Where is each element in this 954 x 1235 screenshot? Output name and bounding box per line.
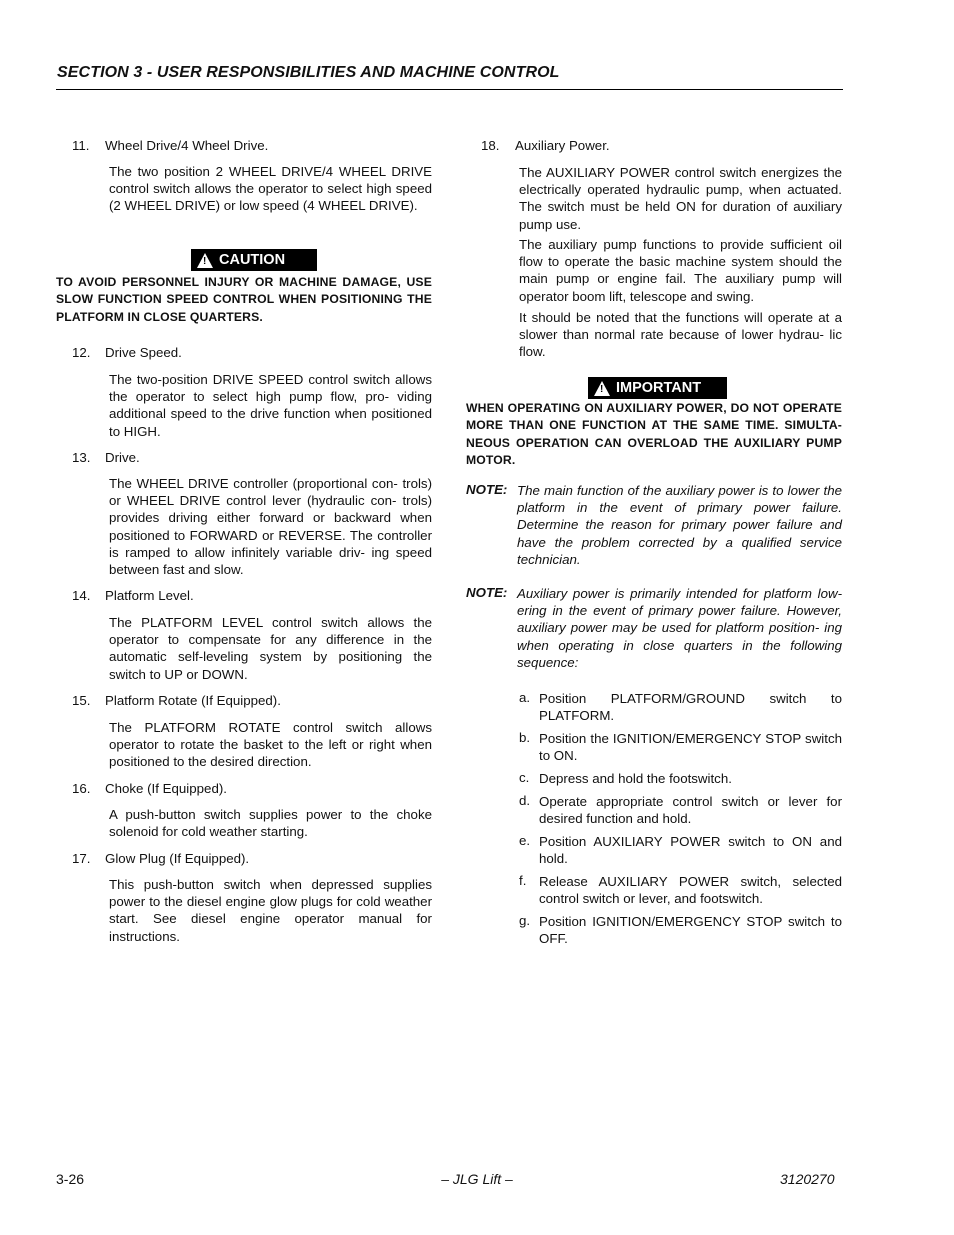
item-12-number: 12. bbox=[72, 345, 91, 360]
item-13-title: Drive. bbox=[105, 450, 140, 465]
item-16-body: A push-button switch supplies power to the choke solenoid for cold weather starting. bbox=[109, 807, 432, 840]
step-e-text: Position AUXILIARY POWER switch to ON and hold. bbox=[539, 834, 842, 867]
warning-triangle-icon bbox=[594, 381, 610, 396]
item-15-body: The PLATFORM ROTATE control switch allows operator to rotate the basket to the left or right when positioned to the desired direction. bbox=[109, 720, 432, 770]
note-2-text: Auxiliary power is primarily intended for platform low- ering in the event of primary power failure. However, auxiliary power may be used for platform position- ing when operating in close quarters in the following sequence: bbox=[517, 586, 842, 670]
step-a-text: Position PLATFORM/GROUND switch to PLATFORM. bbox=[539, 691, 842, 724]
section-title: SECTION 3 - USER RESPONSIBILITIES AND MACHINE CONTROL bbox=[57, 64, 560, 81]
step-f-text: Release AUXILIARY POWER switch, selected control switch or lever, and footswitch. bbox=[539, 874, 842, 907]
step-a-label: a. bbox=[519, 690, 531, 705]
document-number: 3120270 bbox=[780, 1171, 835, 1187]
item-17-title: Glow Plug (If Equipped). bbox=[105, 851, 250, 866]
note-1-label: NOTE: bbox=[466, 482, 508, 497]
caution-label: CAUTION bbox=[219, 252, 286, 268]
step-b-label: b. bbox=[519, 730, 531, 745]
step-c-text: Depress and hold the footswitch. bbox=[539, 771, 732, 786]
item-12-title: Drive Speed. bbox=[105, 345, 182, 360]
item-14-body: The PLATFORM LEVEL control switch allows the operator to compensate for any difference in the automatic self-leveling system by positioning the switch to UP or DOWN. bbox=[109, 615, 432, 682]
item-15-number: 15. bbox=[72, 693, 91, 708]
item-16-title: Choke (If Equipped). bbox=[105, 781, 227, 796]
step-e-label: e. bbox=[519, 833, 531, 848]
item-11-body: The two position 2 WHEEL DRIVE/4 WHEEL DRIVE control switch allows the operator to select high speed (2 WHEEL DRIVE) or low speed (4 WHEEL DRIVE). bbox=[109, 164, 432, 214]
item-17-body: This push-button switch when depressed supplies power to the diesel engine glow plugs for cold weather start. See diesel engine operator manual for instructions. bbox=[109, 877, 432, 944]
item-14-number: 14. bbox=[72, 588, 91, 603]
item-18-paragraph-1: The AUXILIARY POWER control switch energizes the electrically operated hydraulic pump, when actuated. The switch must be held ON for duration of auxiliary pump use. bbox=[519, 165, 842, 232]
item-18-paragraph-3: It should be noted that the functions will operate at a slower than normal rate because of lower hydrau- lic flow. bbox=[519, 310, 842, 360]
caution-text: TO AVOID PERSONNEL INJURY OR MACHINE DAMAGE, USE SLOW FUNCTION SPEED CONTROL WHEN POSITIONING THE PLATFORM IN CLOSE QUARTERS. bbox=[56, 275, 432, 324]
note-2-label: NOTE: bbox=[466, 585, 508, 600]
important-label: IMPORTANT bbox=[616, 380, 702, 396]
item-14-title: Platform Level. bbox=[105, 588, 194, 603]
footer-center: – JLG Lift – bbox=[441, 1171, 513, 1187]
item-18-number: 18. bbox=[481, 138, 500, 153]
item-18-paragraph-2: The auxiliary pump functions to provide sufficient oil flow to operate the basic machine system should the main pump or engine fail. The auxiliary pump will operator boom lift, telescope and swing. bbox=[519, 237, 842, 304]
step-f-label: f. bbox=[519, 873, 527, 888]
item-11-title: Wheel Drive/4 Wheel Drive. bbox=[105, 138, 269, 153]
note-1-text: The main function of the auxiliary power is to lower the platform in the event of primary power failure. Determine the reason for primary power failure and have the problem corrected by a qualified service technician. bbox=[517, 483, 842, 567]
warning-triangle-icon bbox=[197, 253, 213, 268]
important-text: WHEN OPERATING ON AUXILIARY POWER, DO NOT OPERATE MORE THAN ONE FUNCTION AT THE SAME TIME. SIMULTA- NEOUS OPERATION CAN OVERLOAD THE AUXILIARY PUMP MOTOR. bbox=[466, 401, 842, 468]
important-badge bbox=[588, 377, 727, 399]
item-18-title: Auxiliary Power. bbox=[515, 138, 610, 153]
step-g-label: g. bbox=[519, 913, 531, 928]
item-17-number: 17. bbox=[72, 851, 91, 866]
item-13-number: 13. bbox=[72, 450, 91, 465]
page-number: 3-26 bbox=[56, 1171, 85, 1187]
item-11-number: 11. bbox=[72, 138, 90, 153]
item-15-title: Platform Rotate (If Equipped). bbox=[105, 693, 281, 708]
step-d-text: Operate appropriate control switch or lever for desired function and hold. bbox=[539, 794, 842, 827]
step-b-text: Position the IGNITION/EMERGENCY STOP switch to ON. bbox=[539, 731, 842, 764]
header-rule bbox=[56, 89, 843, 90]
step-d-label: d. bbox=[519, 793, 531, 808]
step-c-label: c. bbox=[519, 770, 530, 785]
step-g-text: Position IGNITION/EMERGENCY STOP switch to OFF. bbox=[539, 914, 842, 947]
caution-badge bbox=[191, 249, 317, 271]
item-13-body: The WHEEL DRIVE controller (proportional con- trols) or WHEEL DRIVE control lever (hydraulic con- trols) provides driving either forward or backward when positioned to FORWARD or REVERSE. The controller is ramped to allow infinitely variable driv- ing speed between fast and slow. bbox=[109, 476, 432, 578]
item-12-body: The two-position DRIVE SPEED control switch allows the operator to select high pump flow, pro- viding additional speed to the drive function when positioned to HIGH. bbox=[109, 372, 432, 439]
item-16-number: 16. bbox=[72, 781, 91, 796]
